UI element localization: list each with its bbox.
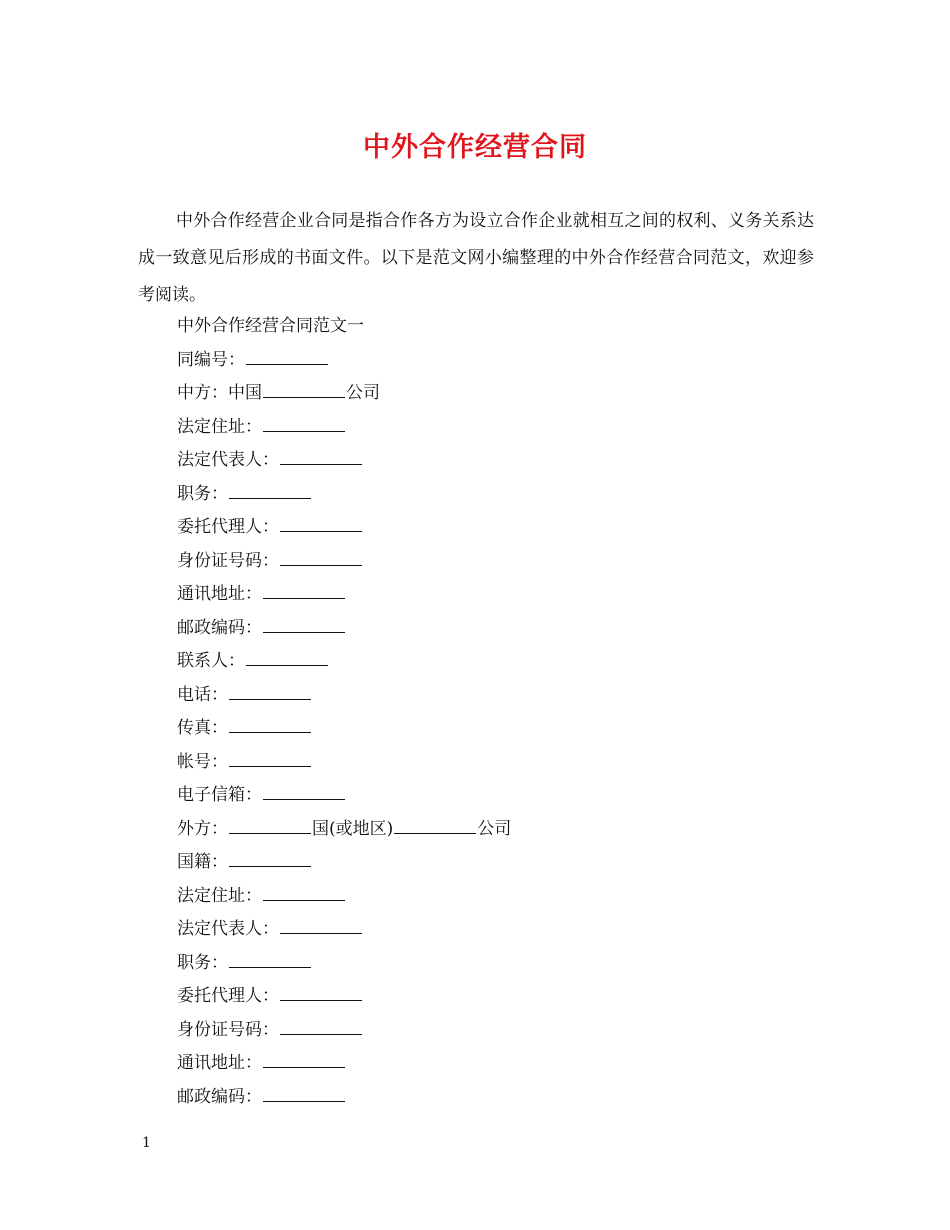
field-line [177, 1081, 511, 1115]
field-label: 职务： [177, 952, 228, 973]
field-label: 电话： [177, 684, 228, 705]
field-line [177, 344, 511, 378]
field-middle-text: 国(或地区) [312, 818, 394, 839]
field-line [177, 779, 511, 813]
section-heading: 中外合作经营合同范文一 [177, 316, 364, 336]
field-line [177, 1014, 511, 1048]
field-line [177, 478, 511, 512]
fill-in-blank [263, 798, 345, 800]
contract-fields [177, 310, 511, 1114]
page-number: 1 [142, 1135, 151, 1151]
fill-in-blank [229, 966, 311, 968]
field-label: 电子信箱： [177, 785, 262, 805]
field-label: 联系人： [177, 651, 245, 671]
field-line [177, 545, 511, 579]
field-line [177, 712, 511, 746]
field-label: 法定代表人： [177, 450, 279, 470]
field-label: 外方： [177, 818, 228, 839]
field-line [177, 612, 511, 646]
fill-in-blank [229, 832, 311, 834]
fill-in-blank [229, 497, 311, 499]
fill-in-blank [229, 698, 311, 700]
field-suffix: 公司 [477, 818, 512, 839]
fill-in-blank [280, 999, 362, 1001]
field-line [177, 679, 511, 713]
fill-in-blank [263, 631, 345, 633]
field-line [177, 377, 511, 411]
field-label: 委托代理人： [177, 517, 279, 537]
fill-in-blank [280, 564, 362, 566]
field-label: 邮政编码： [177, 1086, 262, 1107]
field-label: 法定住址： [177, 885, 262, 906]
fill-in-blank [229, 731, 311, 733]
fill-in-blank [246, 664, 328, 666]
field-label: 职务： [177, 483, 228, 504]
field-label: 身份证号码： [177, 550, 279, 571]
fill-in-blank [280, 1033, 362, 1035]
field-label: 传真： [177, 718, 228, 738]
field-label: 邮政编码： [177, 617, 262, 638]
field-line [177, 880, 511, 914]
field-label: 委托代理人： [177, 986, 279, 1006]
field-line [177, 813, 511, 847]
field-label: 身份证号码： [177, 1019, 279, 1040]
field-label: 法定住址： [177, 416, 262, 437]
field-label: 通讯地址： [177, 1053, 262, 1073]
fill-in-blank [280, 932, 362, 934]
fill-in-blank [394, 832, 476, 834]
field-line [177, 1047, 511, 1081]
fill-in-blank [263, 1066, 345, 1068]
fill-in-blank [246, 363, 328, 365]
fill-in-blank [263, 1100, 345, 1102]
field-line [177, 846, 511, 880]
field-line [177, 913, 511, 947]
fill-in-blank [280, 530, 362, 532]
field-label: 通讯地址： [177, 584, 262, 604]
field-label: 帐号： [177, 751, 228, 772]
field-line [177, 411, 511, 445]
fill-in-blank [263, 430, 345, 432]
fill-in-blank [229, 865, 311, 867]
fill-in-blank [263, 597, 345, 599]
intro-paragraph: 中外合作经营企业合同是指合作各方为设立合作企业就相互之间的权利、义务关系达成一致意见后形成的书面文件。以下是范文网小编整理的中外合作经营合同范文，欢迎参考阅读。 [138, 211, 814, 305]
field-line [177, 746, 511, 780]
fill-in-blank [263, 899, 345, 901]
document-title: 中外合作经营合同 [363, 132, 587, 163]
field-label: 同编号： [177, 349, 245, 370]
fill-in-blank [263, 396, 345, 398]
fill-in-blank [229, 765, 311, 767]
field-suffix: 公司 [346, 383, 380, 403]
field-label: 国籍： [177, 852, 228, 872]
field-label: 中方：中国 [177, 383, 262, 403]
field-line [177, 645, 511, 679]
fill-in-blank [280, 463, 362, 465]
field-line [177, 511, 511, 545]
field-line [177, 578, 511, 612]
field-line [177, 980, 511, 1014]
field-line [177, 947, 511, 981]
field-label: 法定代表人： [177, 919, 279, 939]
field-line [177, 444, 511, 478]
